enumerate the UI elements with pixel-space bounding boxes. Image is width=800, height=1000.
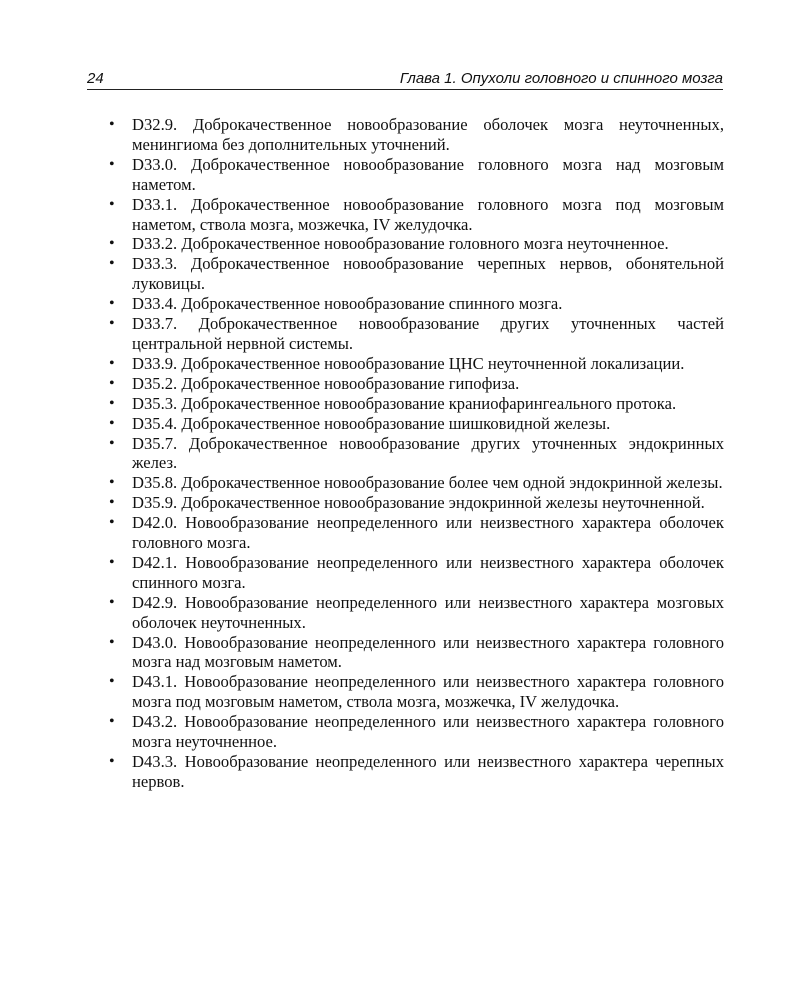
bullet-icon: • [109,753,115,770]
list-item [104,234,724,254]
list-item-text: D35.9. Доброкачественное новообразование эндокринной железы неуточненной. [132,493,705,513]
list-item [104,752,724,792]
bullet-icon: • [109,255,115,273]
bullet-icon: • [109,195,115,213]
list-item [104,434,724,474]
bullet-icon: • [109,633,115,651]
list-item [104,513,724,553]
bullet-icon: • [109,354,115,372]
bullet-icon: • [109,394,115,412]
list-item-text: D33.0. Доброкачественное новообразование головного мозга над мозговым наметом. [132,154,724,194]
list-item-text: D43.2. Новообразование неопределенного или неизвестного характера головного мозга неуточненное. [132,712,724,752]
bullet-icon: • [109,235,115,253]
list-item-text: D35.2. Доброкачественное новообразование гипофиза. [132,373,520,393]
list-item-text: D33.1. Доброкачественное новообразование головного мозга под мозговым наметом, ствола мозга, мозжечка, IV желудочка. [132,194,724,234]
list-item-text: D33.9. Доброкачественное новообразование ЦНС неуточненной локализации. [132,353,685,373]
list-item [104,712,724,752]
list-item [104,354,724,374]
bullet-icon: • [109,673,115,691]
bullet-icon: • [109,155,115,173]
bullet-icon: • [109,474,115,492]
list-item-text: D33.2. Доброкачественное новообразование головного мозга неуточненное. [132,234,669,254]
list-item [104,473,724,493]
list-item-text: D32.9. Доброкачественное новообразование оболочек мозга неуточненных, менингиома без дополнительных уточнений. [132,115,724,154]
list-item [104,374,724,394]
list-item-text: D43.3. Новообразование неопределенного или неизвестного характера черепных нервов. [132,752,724,791]
bullet-icon: • [109,494,115,512]
list-item [104,115,724,155]
list-item [104,672,724,712]
list-item [104,314,724,354]
bullet-icon: • [109,374,115,392]
list-item [104,195,724,235]
bullet-icon: • [109,514,115,532]
list-item-text: D33.3. Доброкачественное новообразование черепных нервов, обонятельной луковицы. [132,254,724,294]
list-item-text: D35.8. Доброкачественное новообразование более чем одной эндокринной железы. [132,473,723,493]
list-item [104,553,724,593]
bullet-icon: • [109,295,115,313]
bullet-icon: • [109,315,115,333]
list-item [104,294,724,314]
list-item-text: D35.4. Доброкачественное новообразование шишковидной железы. [132,413,611,433]
bullet-icon: • [109,713,115,731]
list-item [104,493,724,513]
list-item-text: D43.0. Новообразование неопределенного или неизвестного характера головного мозга над мозговым наметом. [132,632,724,672]
page-number: 24 [87,70,104,87]
diagnosis-code-list [104,115,724,792]
list-item-text: D42.9. Новообразование неопределенного или неизвестного характера мозговых оболочек неуточненных. [132,592,724,632]
bullet-icon: • [109,553,115,571]
running-title: Глава 1. Опухоли головного и спинного мозга [399,70,723,87]
bullet-icon: • [109,116,115,133]
list-item-text: D35.7. Доброкачественное новообразование других уточненных эндокринных желез. [132,433,724,473]
list-item-text: D43.1. Новообразование неопределенного или неизвестного характера головного мозга под мозговым наметом, ствола мозга, мозжечка, IV желудочка. [132,672,724,712]
list-item [104,414,724,434]
bullet-icon: • [109,414,115,432]
list-item [104,633,724,673]
bullet-icon: • [109,434,115,452]
list-item-text: D33.7. Доброкачественное новообразование других уточненных частей центральной нервной системы. [132,314,724,353]
page-header [87,67,723,90]
list-item [104,394,724,414]
list-item-text: D35.3. Доброкачественное новообразование краниофарингеального протока. [132,393,677,413]
bullet-icon: • [109,593,115,611]
list-item [104,254,724,294]
list-item-text: D42.1. Новообразование неопределенного или неизвестного характера оболочек спинного мозга. [132,552,724,592]
list-item [104,593,724,633]
list-item-text: D33.4. Доброкачественное новообразование спинного мозга. [132,294,563,314]
list-item-text: D42.0. Новообразование неопределенного или неизвестного характера оболочек головного мозга. [132,513,724,553]
list-item [104,155,724,195]
